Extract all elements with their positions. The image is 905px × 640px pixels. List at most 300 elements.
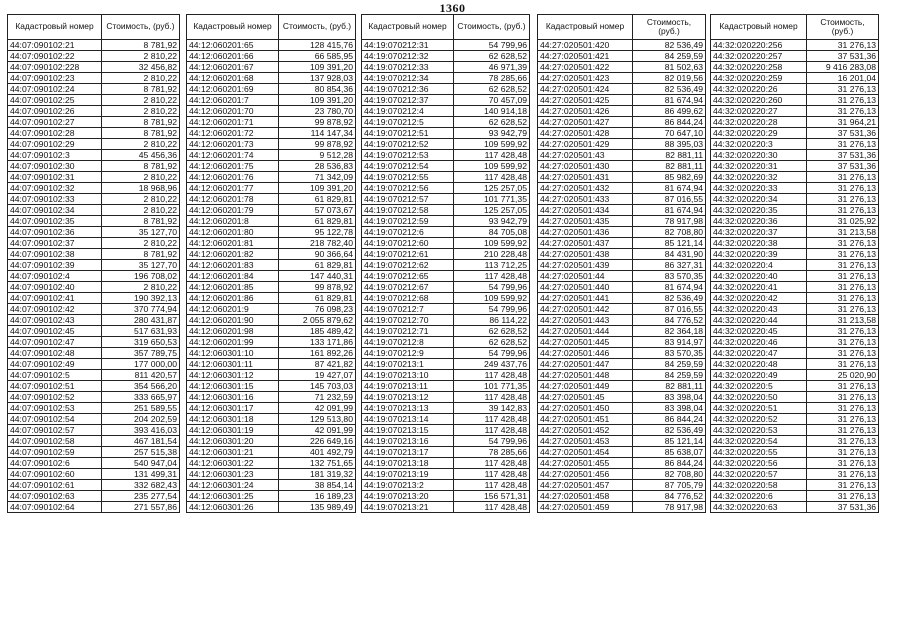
cost-cell: 109 391,20 — [279, 95, 356, 106]
table-row — [711, 392, 879, 403]
cadastral-number-cell: 44:07:090102:49 — [8, 359, 102, 370]
table-row — [187, 392, 356, 403]
cadastral-number-cell: 44:12:060201:77 — [187, 183, 279, 194]
cost-cell: 31 276,13 — [807, 205, 879, 216]
table-row — [711, 359, 879, 370]
cost-cell: 31 276,13 — [807, 469, 879, 480]
cadastral-number-cell: 44:27:020501:439 — [538, 260, 633, 271]
table-row — [187, 205, 356, 216]
cost-cell: 333 665,97 — [102, 392, 180, 403]
cadastral-number-cell: 44:32:020220:6 — [711, 491, 807, 502]
cost-cell: 401 492,79 — [279, 447, 356, 458]
table-row — [187, 260, 356, 271]
cost-cell: 161 892,26 — [279, 348, 356, 359]
table-row — [711, 183, 879, 194]
table-row — [362, 271, 530, 282]
cost-cell: 84 259,59 — [633, 370, 706, 381]
cadastral-number-cell: 44:07:090102:28 — [8, 128, 102, 139]
cost-cell: 177 000,00 — [102, 359, 180, 370]
cost-cell: 9 416 283,08 — [807, 62, 879, 73]
table-row — [8, 150, 180, 161]
table-row — [8, 491, 180, 502]
header-cost: Стоимость, (руб.) — [454, 15, 530, 40]
table-row — [8, 469, 180, 480]
cadastral-number-cell: 44:07:090102:45 — [8, 326, 102, 337]
cost-cell: 80 854,36 — [279, 84, 356, 95]
cadastral-number-cell: 44:12:060201:72 — [187, 128, 279, 139]
cadastral-number-cell: 44:12:060201:71 — [187, 117, 279, 128]
cadastral-number-cell: 44:19:070212:6 — [362, 227, 454, 238]
cadastral-number-cell: 44:19:070213:20 — [362, 491, 454, 502]
cost-cell: 31 276,13 — [807, 425, 879, 436]
cadastral-number-cell: 44:07:090102:39 — [8, 260, 102, 271]
table-row — [538, 73, 706, 84]
table-row — [8, 183, 180, 194]
cost-cell: 87 016,55 — [633, 304, 706, 315]
cadastral-number-cell: 44:32:020220:34 — [711, 194, 807, 205]
cadastral-number-cell: 44:32:020220:40 — [711, 271, 807, 282]
table-row — [8, 458, 180, 469]
cadastral-number-cell: 44:12:060201:69 — [187, 84, 279, 95]
table-row — [538, 436, 706, 447]
table-row — [187, 216, 356, 227]
table-row — [711, 139, 879, 150]
cadastral-number-cell: 44:32:020220:259 — [711, 73, 807, 84]
table-row — [187, 106, 356, 117]
table-row — [8, 205, 180, 216]
cadastral-number-cell: 44:12:060201:90 — [187, 315, 279, 326]
cost-cell: 61 829,81 — [279, 194, 356, 205]
cadastral-number-cell: 44:19:070212:62 — [362, 260, 454, 271]
table-row — [187, 425, 356, 436]
cadastral-number-cell: 44:19:070212:34 — [362, 73, 454, 84]
cadastral-number-cell: 44:32:020220:3 — [711, 139, 807, 150]
cadastral-number-cell: 44:32:020220:39 — [711, 249, 807, 260]
cadastral-number-cell: 44:07:090102:47 — [8, 337, 102, 348]
cost-cell: 99 878,92 — [279, 117, 356, 128]
cadastral-number-cell: 44:07:090102:41 — [8, 293, 102, 304]
cost-cell: 57 073,67 — [279, 205, 356, 216]
cadastral-number-cell: 44:32:020220:58 — [711, 480, 807, 491]
cost-cell: 85 638,07 — [633, 447, 706, 458]
cost-cell: 540 947,04 — [102, 458, 180, 469]
table-row — [187, 502, 356, 513]
cost-cell: 18 968,96 — [102, 183, 180, 194]
table-row — [187, 403, 356, 414]
cadastral-number-cell: 44:27:020501:427 — [538, 117, 633, 128]
cost-cell: 117 428,48 — [454, 414, 530, 425]
cost-cell: 82 708,80 — [633, 469, 706, 480]
cadastral-number-cell: 44:12:060201:74 — [187, 150, 279, 161]
cadastral-number-cell: 44:07:090102:51 — [8, 381, 102, 392]
cost-cell: 2 810,22 — [102, 205, 180, 216]
cost-cell: 83 398,04 — [633, 392, 706, 403]
cadastral-number-cell: 44:27:020501:435 — [538, 216, 633, 227]
cadastral-number-cell: 44:32:020220:256 — [711, 40, 807, 51]
table-row — [8, 106, 180, 117]
table-row — [711, 337, 879, 348]
cadastral-number-cell: 44:07:090102:58 — [8, 436, 102, 447]
table-row — [362, 502, 530, 513]
table-row — [362, 326, 530, 337]
cost-cell: 87 705,79 — [633, 480, 706, 491]
cost-cell: 31 276,13 — [807, 194, 879, 205]
cadastral-number-cell: 44:27:020501:449 — [538, 381, 633, 392]
cadastral-number-cell: 44:27:020501:432 — [538, 183, 633, 194]
cadastral-number-cell: 44:27:020501:452 — [538, 425, 633, 436]
cadastral-number-cell: 44:12:060201:76 — [187, 172, 279, 183]
table-row — [538, 40, 706, 51]
cadastral-number-cell: 44:19:070212:55 — [362, 172, 454, 183]
cadastral-number-cell: 44:32:020220:52 — [711, 414, 807, 425]
table-row — [187, 95, 356, 106]
cadastral-number-cell: 44:32:020220:33 — [711, 183, 807, 194]
table-row — [8, 84, 180, 95]
cost-cell: 25 020,90 — [807, 370, 879, 381]
table-row — [711, 84, 879, 95]
cost-cell: 84 259,59 — [633, 359, 706, 370]
table-row — [187, 480, 356, 491]
table-row — [538, 271, 706, 282]
cadastral-number-cell: 44:27:020501:444 — [538, 326, 633, 337]
cost-cell: 82 536,49 — [633, 293, 706, 304]
cadastral-number-cell: 44:19:070213:12 — [362, 392, 454, 403]
table-row — [538, 161, 706, 172]
table-row — [362, 260, 530, 271]
table-row — [8, 337, 180, 348]
cadastral-number-cell: 44:07:090102:38 — [8, 249, 102, 260]
table-row — [187, 238, 356, 249]
table-row — [362, 293, 530, 304]
table-row — [711, 73, 879, 84]
cadastral-number-cell: 44:07:090102:31 — [8, 172, 102, 183]
header-cost: Стоимость, (руб.) — [633, 15, 706, 40]
cost-cell: 156 571,31 — [454, 491, 530, 502]
cost-cell: 125 257,05 — [454, 205, 530, 216]
cadastral-number-cell: 44:12:060201:79 — [187, 205, 279, 216]
cost-cell: 210 228,48 — [454, 249, 530, 260]
table-row — [8, 326, 180, 337]
table-row — [8, 293, 180, 304]
table-row — [362, 359, 530, 370]
table-row — [362, 414, 530, 425]
table-row — [187, 249, 356, 260]
table-row — [362, 436, 530, 447]
cadastral-number-cell: 44:07:090102:27 — [8, 117, 102, 128]
cadastral-number-cell: 44:07:090102:3 — [8, 150, 102, 161]
cadastral-number-cell: 44:32:020220:28 — [711, 117, 807, 128]
table-row — [362, 139, 530, 150]
table-row — [362, 227, 530, 238]
cost-cell: 147 440,31 — [279, 271, 356, 282]
table-row — [711, 128, 879, 139]
table-row — [362, 128, 530, 139]
table-row — [362, 95, 530, 106]
cadastral-number-cell: 44:32:020220:37 — [711, 227, 807, 238]
table-row — [362, 194, 530, 205]
table-row — [362, 51, 530, 62]
cost-cell: 109 599,92 — [454, 139, 530, 150]
cost-cell: 9 512,28 — [279, 150, 356, 161]
cost-cell: 117 428,48 — [454, 370, 530, 381]
table-row — [187, 315, 356, 326]
cadastral-number-cell: 44:19:070212:70 — [362, 315, 454, 326]
cost-cell: 86 114,22 — [454, 315, 530, 326]
cost-cell: 31 276,13 — [807, 249, 879, 260]
table-row — [187, 469, 356, 480]
cost-cell: 82 708,80 — [633, 227, 706, 238]
cost-cell: 86 844,24 — [633, 117, 706, 128]
header-cadastral-number: Кадастровый номер — [8, 15, 102, 40]
table-row — [8, 260, 180, 271]
cost-cell: 66 585,95 — [279, 51, 356, 62]
cadastral-number-cell: 44:27:020501:445 — [538, 337, 633, 348]
table-row — [187, 161, 356, 172]
cost-cell: 54 799,96 — [454, 40, 530, 51]
table-row — [711, 436, 879, 447]
table-row — [538, 106, 706, 117]
table-row — [538, 282, 706, 293]
cost-cell: 133 171,86 — [279, 337, 356, 348]
cost-cell: 23 780,70 — [279, 106, 356, 117]
cadastral-number-cell: 44:27:020501:456 — [538, 469, 633, 480]
cost-cell: 78 917,98 — [633, 216, 706, 227]
cadastral-number-cell: 44:07:090102:24 — [8, 84, 102, 95]
table-row — [538, 348, 706, 359]
table-row — [187, 282, 356, 293]
table-row — [187, 293, 356, 304]
table-row — [8, 172, 180, 183]
cadastral-number-cell: 44:12:060201:84 — [187, 271, 279, 282]
cost-cell: 181 319,32 — [279, 469, 356, 480]
table-row — [711, 293, 879, 304]
table-row — [538, 172, 706, 183]
cadastral-number-cell: 44:32:020220:258 — [711, 62, 807, 73]
table-row — [538, 150, 706, 161]
cadastre-table-3 — [361, 14, 530, 513]
table-row — [8, 370, 180, 381]
table-row — [711, 348, 879, 359]
cadastre-table-4 — [537, 14, 706, 513]
cadastral-number-cell: 44:07:090102:36 — [8, 227, 102, 238]
cadastral-number-cell: 44:12:060201:65 — [187, 40, 279, 51]
cadastral-number-cell: 44:12:060201:8 — [187, 216, 279, 227]
table-row — [187, 150, 356, 161]
cost-cell: 31 276,13 — [807, 139, 879, 150]
cadastral-number-cell: 44:12:060201:70 — [187, 106, 279, 117]
table-row — [187, 491, 356, 502]
cost-cell: 185 489,42 — [279, 326, 356, 337]
cadastral-number-cell: 44:12:060201:78 — [187, 194, 279, 205]
cadastral-number-cell: 44:27:020501:453 — [538, 436, 633, 447]
cost-cell: 86 844,24 — [633, 458, 706, 469]
cadastral-number-cell: 44:27:020501:437 — [538, 238, 633, 249]
table-row — [8, 502, 180, 513]
cadastral-number-cell: 44:12:060301:20 — [187, 436, 279, 447]
cadastral-number-cell: 44:12:060201:9 — [187, 304, 279, 315]
cadastre-table-1 — [7, 14, 180, 513]
cadastral-number-cell: 44:12:060301:11 — [187, 359, 279, 370]
table-row — [187, 447, 356, 458]
cadastral-number-cell: 44:19:070213:16 — [362, 436, 454, 447]
table-row — [187, 370, 356, 381]
cost-cell: 517 631,93 — [102, 326, 180, 337]
table-row — [8, 249, 180, 260]
cost-cell: 370 774,94 — [102, 304, 180, 315]
cost-cell: 54 799,96 — [454, 348, 530, 359]
cost-cell: 31 025,92 — [807, 216, 879, 227]
cost-cell: 62 628,52 — [454, 51, 530, 62]
cost-cell: 117 428,48 — [454, 480, 530, 491]
table-row — [538, 194, 706, 205]
cadastral-number-cell: 44:12:060301:23 — [187, 469, 279, 480]
cadastral-number-cell: 44:07:090102:4 — [8, 271, 102, 282]
table-row — [711, 227, 879, 238]
cadastral-number-cell: 44:07:090102:22 — [8, 51, 102, 62]
cost-cell: 87 421,82 — [279, 359, 356, 370]
cadastral-number-cell: 44:32:020220:260 — [711, 95, 807, 106]
cost-cell: 2 810,22 — [102, 51, 180, 62]
cost-cell: 82 019,56 — [633, 73, 706, 84]
cost-cell: 82 536,49 — [633, 40, 706, 51]
header-cadastral-number: Кадастровый номер — [362, 15, 454, 40]
table-row — [187, 381, 356, 392]
table-row — [8, 425, 180, 436]
cadastral-number-cell: 44:27:020501:44 — [538, 271, 633, 282]
cost-cell: 2 810,22 — [102, 238, 180, 249]
cadastral-number-cell: 44:32:020220:30 — [711, 150, 807, 161]
cost-cell: 42 091,99 — [279, 425, 356, 436]
table-row — [538, 469, 706, 480]
table-row — [538, 205, 706, 216]
cost-cell: 31 276,13 — [807, 84, 879, 95]
cadastral-number-cell: 44:12:060301:19 — [187, 425, 279, 436]
table-row — [538, 359, 706, 370]
table-row — [711, 326, 879, 337]
cost-cell: 128 415,76 — [279, 40, 356, 51]
table-row — [538, 370, 706, 381]
cost-cell: 81 674,94 — [633, 205, 706, 216]
cadastral-number-cell: 44:19:070213:15 — [362, 425, 454, 436]
table-row — [8, 348, 180, 359]
cadastral-number-cell: 44:19:070212:54 — [362, 161, 454, 172]
cost-cell: 71 232,59 — [279, 392, 356, 403]
cadastral-number-cell: 44:27:020501:420 — [538, 40, 633, 51]
cadastral-number-cell: 44:19:070212:7 — [362, 304, 454, 315]
cost-cell: 8 781,92 — [102, 40, 180, 51]
cadastral-number-cell: 44:19:070212:33 — [362, 62, 454, 73]
cost-cell: 249 437,76 — [454, 359, 530, 370]
cadastral-number-cell: 44:07:090102:26 — [8, 106, 102, 117]
cost-cell: 37 531,36 — [807, 128, 879, 139]
cadastral-number-cell: 44:12:060201:73 — [187, 139, 279, 150]
cost-cell: 61 829,81 — [279, 260, 356, 271]
table-row — [538, 403, 706, 414]
table-row — [187, 128, 356, 139]
table-row — [711, 106, 879, 117]
cadastral-number-cell: 44:27:020501:436 — [538, 227, 633, 238]
table-row — [362, 491, 530, 502]
table-row — [711, 260, 879, 271]
cadastral-number-cell: 44:07:090102:60 — [8, 469, 102, 480]
table-row — [538, 491, 706, 502]
cadastral-number-cell: 44:27:020501:441 — [538, 293, 633, 304]
table-row — [538, 447, 706, 458]
cadastral-number-cell: 44:32:020220:49 — [711, 370, 807, 381]
cadastral-number-cell: 44:19:070212:9 — [362, 348, 454, 359]
cost-cell: 78 285,66 — [454, 73, 530, 84]
page-number: 1360 — [439, 1, 466, 15]
table-row — [362, 370, 530, 381]
cost-cell: 93 942,79 — [454, 128, 530, 139]
cadastral-number-cell: 44:19:070213:18 — [362, 458, 454, 469]
cost-cell: 31 276,13 — [807, 238, 879, 249]
table-row — [711, 370, 879, 381]
header-cost: Стоимость, (руб.) — [102, 15, 180, 40]
cost-cell: 109 391,20 — [279, 62, 356, 73]
table-row — [362, 480, 530, 491]
cost-cell: 42 091,99 — [279, 403, 356, 414]
cadastral-number-cell: 44:07:090102:34 — [8, 205, 102, 216]
table-row — [711, 282, 879, 293]
table-row — [538, 425, 706, 436]
table-row — [187, 194, 356, 205]
table-row — [8, 216, 180, 227]
table-row — [8, 73, 180, 84]
cadastral-number-cell: 44:07:090102:57 — [8, 425, 102, 436]
cadastral-number-cell: 44:19:070212:65 — [362, 271, 454, 282]
cadastral-number-cell: 44:27:020501:425 — [538, 95, 633, 106]
cadastral-number-cell: 44:19:070213:21 — [362, 502, 454, 513]
cost-cell: 31 276,13 — [807, 436, 879, 447]
table-row — [8, 304, 180, 315]
cost-cell: 71 342,09 — [279, 172, 356, 183]
cost-cell: 83 570,35 — [633, 348, 706, 359]
cadastral-number-cell: 44:32:020220:47 — [711, 348, 807, 359]
table-row — [362, 458, 530, 469]
cost-cell: 31 276,13 — [807, 282, 879, 293]
cadastral-number-cell: 44:19:070213:2 — [362, 480, 454, 491]
header-cadastral-number: Кадастровый номер — [187, 15, 279, 40]
cost-cell: 85 121,14 — [633, 436, 706, 447]
cost-cell: 62 628,52 — [454, 117, 530, 128]
cadastral-number-cell: 44:27:020501:447 — [538, 359, 633, 370]
table-row — [538, 293, 706, 304]
cost-cell: 129 513,80 — [279, 414, 356, 425]
cost-cell: 19 427,07 — [279, 370, 356, 381]
cost-cell: 117 428,48 — [454, 172, 530, 183]
cadastral-number-cell: 44:27:020501:446 — [538, 348, 633, 359]
cost-cell: 117 428,48 — [454, 502, 530, 513]
table-row — [187, 172, 356, 183]
cost-cell: 8 781,92 — [102, 161, 180, 172]
cost-cell: 37 531,36 — [807, 502, 879, 513]
cost-cell: 54 799,96 — [454, 436, 530, 447]
cost-cell: 83 914,97 — [633, 337, 706, 348]
table-row — [538, 249, 706, 260]
cadastral-number-cell: 44:27:020501:434 — [538, 205, 633, 216]
table-row — [538, 480, 706, 491]
table-row — [8, 139, 180, 150]
cadastral-number-cell: 44:19:070212:52 — [362, 139, 454, 150]
table-row — [538, 260, 706, 271]
cost-cell: 31 276,13 — [807, 381, 879, 392]
table-row — [187, 139, 356, 150]
cadastral-number-cell: 44:12:060201:80 — [187, 227, 279, 238]
cost-cell: 86 499,62 — [633, 106, 706, 117]
cost-cell: 8 781,92 — [102, 216, 180, 227]
cadastral-number-cell: 44:32:020220:4 — [711, 260, 807, 271]
